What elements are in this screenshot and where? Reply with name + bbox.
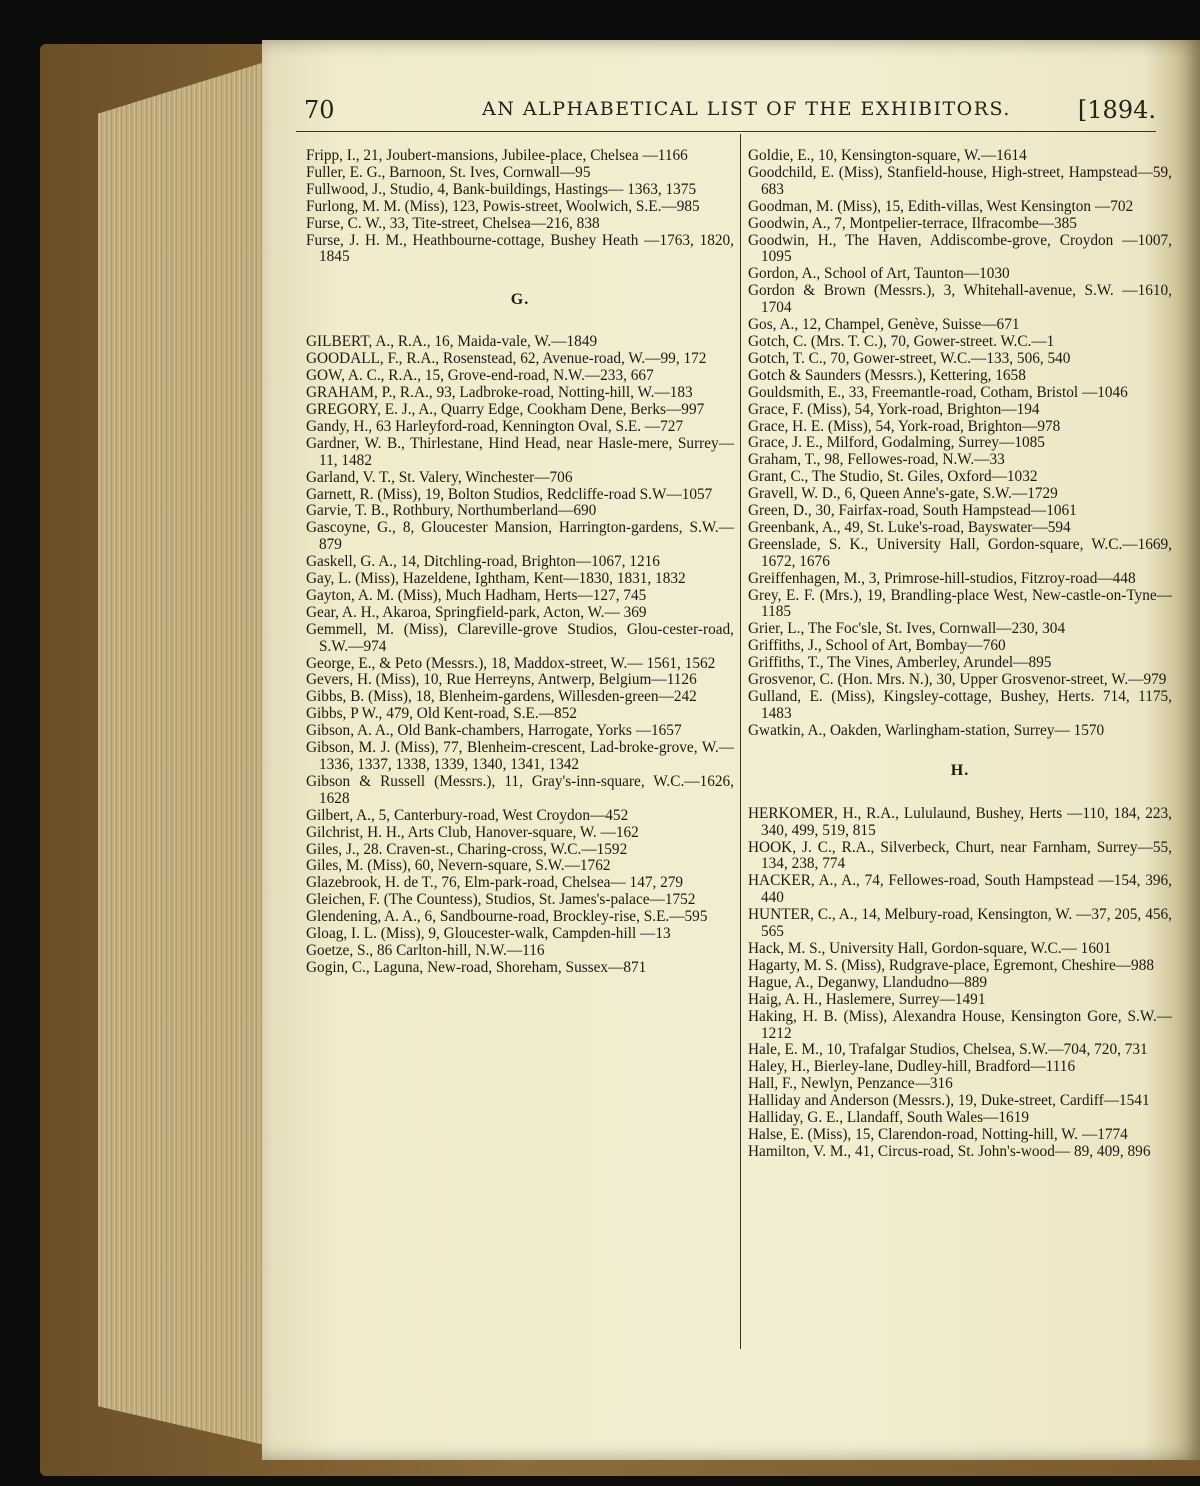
exhibitor-entry: Haig, A. H., Haslemere, Surrey—1491: [748, 990, 986, 1008]
exhibitor-entry: Gevers, H. (Miss), 10, Rue Herreyns, Antwerp, Belgium—1126: [306, 671, 697, 689]
year-marker: [1894.: [1077, 96, 1156, 124]
exhibitor-entry: Fullwood, J., Studio, 4, Bank-buildings, Hastings— 1363, 1375: [306, 180, 697, 198]
column-divider: [740, 134, 741, 1349]
exhibitor-entry: Hack, M. S., University Hall, Gordon-square, W.C.— 1601: [748, 939, 1112, 957]
exhibitor-entry: Grant, C., The Studio, St. Giles, Oxford—1032: [748, 468, 1038, 486]
section-letter-heading: G.: [510, 291, 530, 309]
exhibitor-entry: Graham, T., 98, Fellowes-road, N.W.—33: [748, 451, 1005, 469]
exhibitor-entry: Goodwin, H., The Haven, Addiscombe-grove, Croydon —1007, 1095: [748, 231, 1172, 266]
exhibitor-entry: Gos, A., 12, Champel, Genève, Suisse—671: [748, 316, 1020, 334]
section-letter-heading: H.: [950, 761, 970, 779]
exhibitor-entry: Goodman, M. (Miss), 15, Edith-villas, West Kensington —702: [748, 197, 1134, 215]
exhibitor-entry: GOODALL, F., R.A., Rosenstead, 62, Avenue-road, W.—99, 172: [306, 350, 707, 368]
exhibitor-entry: Greenslade, S. K., University Hall, Gordon-square, W.C.—1669, 1672, 1676: [748, 535, 1172, 570]
exhibitor-entry: Green, D., 30, Fairfax-road, South Hampstead—1061: [748, 502, 1077, 520]
exhibitor-entry: Gwatkin, A., Oakden, Warlingham-station, Surrey— 1570: [748, 721, 1105, 739]
exhibitor-entry: Gordon & Brown (Messrs.), 3, Whitehall-avenue, S.W. —1610, 1704: [748, 282, 1172, 317]
header-rule: [296, 131, 1156, 132]
exhibitor-entry: Furlong, M. M. (Miss), 123, Powis-street, Woolwich, S.E.—985: [306, 197, 700, 215]
exhibitor-entry: Furse, J. H. M., Heathbourne-cottage, Bushey Heath —1763, 1820, 1845: [306, 231, 734, 266]
exhibitor-entry: Halliday, G. E., Llandaff, South Wales—1619: [748, 1109, 1030, 1127]
exhibitor-entry: Gibbs, B. (Miss), 18, Blenheim-gardens, Willesden-green—242: [306, 688, 697, 706]
exhibitor-entry: Gotch, T. C., 70, Gower-street, W.C.—133, 506, 540: [748, 349, 1071, 367]
exhibitor-entry: Hague, A., Deganwy, Llandudno—889: [748, 973, 988, 991]
exhibitor-entry: Grace, H. E. (Miss), 54, York-road, Brighton—978: [748, 417, 1061, 435]
page-number: 70: [304, 96, 335, 124]
exhibitor-entry: Gemmell, M. (Miss), Clareville-grove Studios, Glou-cester-road, S.W.—974: [306, 620, 734, 655]
exhibitor-entry: Gear, A. H., Akaroa, Springfield-park, Acton, W.— 369: [306, 603, 647, 621]
exhibitor-entry: Gordon, A., School of Art, Taunton—1030: [748, 265, 1010, 283]
exhibitor-entry: GOW, A. C., R.A., 15, Grove-end-road, N.W.—233, 667: [306, 367, 654, 385]
exhibitor-entry: Giles, J., 28. Craven-st., Charing-cross, W.C.—1592: [306, 840, 628, 858]
exhibitor-entry: Grace, J. E., Milford, Godalming, Surrey—1085: [748, 434, 1045, 452]
exhibitor-entry: GILBERT, A., R.A., 16, Maida-vale, W.—1849: [306, 333, 598, 351]
exhibitor-entry: Glendening, A. A., 6, Sandbourne-road, Brockley-rise, S.E.—595: [306, 908, 708, 926]
exhibitor-entry: GRAHAM, P., R.A., 93, Ladbroke-road, Notting-hill, W.—183: [306, 384, 693, 402]
exhibitor-entry: HERKOMER, H., R.A., Lululaund, Bushey, Herts —110, 184, 223, 340, 499, 519, 815: [748, 804, 1172, 839]
exhibitor-entry: Gibson, M. J. (Miss), 77, Blenheim-crescent, Lad-broke-grove, W.—1336, 1337, 1338, 1339, 1340, 1341, 1342: [306, 739, 734, 773]
exhibitor-entry: Gibbs, P W., 479, Old Kent-road, S.E.—852: [306, 705, 577, 723]
exhibitor-entry: Greenbank, A., 49, St. Luke's-road, Bayswater—594: [748, 518, 1071, 536]
running-head: [290, 96, 1160, 126]
exhibitor-entry: Gravell, W. D., 6, Queen Anne's-gate, S.W.—1729: [748, 485, 1058, 503]
exhibitor-entry: Gouldsmith, E., 33, Freemantle-road, Cotham, Bristol —1046: [748, 383, 1128, 401]
exhibitor-entry: Hale, E. M., 10, Trafalgar Studios, Chelsea, S.W.—704, 720, 731: [748, 1041, 1148, 1059]
exhibitor-entry: Garnett, R. (Miss), 19, Bolton Studios, Redcliffe-road S.W—1057: [306, 485, 713, 503]
exhibitor-entry: Gardner, W. B., Thirlestane, Hind Head, near Hasle-mere, Surrey—11, 1482: [306, 434, 734, 469]
exhibitor-entry: HUNTER, C., A., 14, Melbury-road, Kensington, W. —37, 205, 456, 565: [748, 906, 1172, 941]
exhibitor-entry: Grier, L., The Foc'sle, St. Ives, Cornwall—230, 304: [748, 620, 1066, 638]
exhibitor-entry: Greiffenhagen, M., 3, Primrose-hill-studios, Fitzroy-road—448: [748, 569, 1136, 587]
exhibitor-entry: George, E., & Peto (Messrs.), 18, Maddox-street, W.— 1561, 1562: [306, 654, 716, 672]
exhibitor-entry: Goodchild, E. (Miss), Stanfield-house, High-street, Hampstead—59, 683: [748, 163, 1172, 198]
exhibitor-entry: Gandy, H., 63 Harleyford-road, Kennington Oval, S.E. —727: [306, 417, 684, 435]
exhibitor-entry: Gibson, A. A., Old Bank-chambers, Harrogate, Yorks —1657: [306, 722, 682, 740]
exhibitor-entry: Gaskell, G. A., 14, Ditchling-road, Brighton—1067, 1216: [306, 553, 660, 571]
exhibitor-entry: Goldie, E., 10, Kensington-square, W.—1614: [748, 147, 1027, 164]
exhibitor-entry: Grace, F. (Miss), 54, York-road, Brighton—194: [748, 400, 1040, 418]
exhibitor-entry: Gilchrist, H. H., Arts Club, Hanover-square, W. —162: [306, 823, 639, 841]
exhibitor-entry: Hamilton, V. M., 41, Circus-road, St. John's-wood— 89, 409, 896: [748, 1142, 1151, 1160]
exhibitor-entry: Grosvenor, C. (Hon. Mrs. N.), 30, Upper Grosvenor-street, W.—979: [748, 671, 1167, 689]
exhibitor-entry: Goetze, S., 86 Carlton-hill, N.W.—116: [306, 941, 545, 959]
exhibitor-entry: Garvie, T. B., Rothbury, Northumberland—690: [306, 502, 597, 520]
exhibitor-entry: Fripp, I., 21, Joubert-mansions, Jubilee-place, Chelsea —1166: [306, 147, 688, 164]
exhibitor-entry: Goodwin, A., 7, Montpelier-terrace, Ilfracombe—385: [748, 214, 1077, 232]
exhibitor-entry: Griffiths, J., School of Art, Bombay—760: [748, 637, 1006, 655]
exhibitor-entry: GREGORY, E. J., A., Quarry Edge, Cookham Dene, Berks—997: [306, 400, 705, 418]
exhibitor-entry: Halliday and Anderson (Messrs.), 19, Duke-street, Cardiff—1541: [748, 1092, 1150, 1110]
right-column: [748, 148, 1172, 1161]
exhibitor-entry: Gloag, I. L. (Miss), 9, Gloucester-walk, Campden-hill —13: [306, 925, 671, 943]
exhibitor-entry: Haley, H., Bierley-lane, Dudley-hill, Bradford—1116: [748, 1058, 1076, 1076]
exhibitor-entry: Furse, C. W., 33, Tite-street, Chelsea—216, 838: [306, 214, 600, 232]
exhibitor-entry: Gogin, C., Laguna, New-road, Shoreham, Sussex—871: [306, 958, 647, 976]
exhibitor-entry: Gascoyne, G., 8, Gloucester Mansion, Harrington-gardens, S.W.—879: [306, 519, 734, 554]
page-title: AN ALPHABETICAL LIST OF THE EXHIBITORS.: [482, 98, 1011, 120]
exhibitor-entry: Gotch & Saunders (Messrs.), Kettering, 1658: [748, 366, 1026, 384]
exhibitor-entry: Giles, M. (Miss), 60, Nevern-square, S.W.—1762: [306, 857, 611, 875]
exhibitor-entry: Gotch, C. (Mrs. T. C.), 70, Gower-street. W.C.—1: [748, 332, 1055, 350]
exhibitor-entry: Garland, V. T., St. Valery, Winchester—706: [306, 468, 573, 486]
exhibitor-entry: Gilbert, A., 5, Canterbury-road, West Croydon—452: [306, 806, 629, 824]
exhibitor-entry: Hagarty, M. S. (Miss), Rudgrave-place, Egremont, Cheshire—988: [748, 956, 1154, 974]
exhibitor-entry: HACKER, A., A., 74, Fellowes-road, South Hampstead —154, 396, 440: [748, 872, 1172, 907]
exhibitor-entry: Griffiths, T., The Vines, Amberley, Arundel—895: [748, 654, 1052, 672]
exhibitor-entry: Gayton, A. M. (Miss), Much Hadham, Herts—127, 745: [306, 586, 647, 604]
exhibitor-entry: Glazebrook, H. de T., 76, Elm-park-road, Chelsea— 147, 279: [306, 874, 684, 892]
exhibitor-entry: Halse, E. (Miss), 15, Clarendon-road, Notting-hill, W. —1774: [748, 1125, 1128, 1143]
exhibitor-entry: Grey, E. F. (Mrs.), 19, Brandling-place West, New-castle-on-Tyne—1185: [748, 586, 1172, 621]
exhibitor-entry: Gibson & Russell (Messrs.), 11, Gray's-inn-square, W.C.—1626, 1628: [306, 772, 734, 807]
exhibitor-entry: HOOK, J. C., R.A., Silverbeck, Churt, near Farnham, Surrey—55, 134, 238, 774: [748, 838, 1172, 873]
exhibitor-entry: Gleichen, F. (The Countess), Studios, St. James's-palace—1752: [306, 891, 696, 909]
left-column: [306, 148, 734, 977]
exhibitor-entry: Fuller, E. G., Barnoon, St. Ives, Cornwall—95: [306, 163, 591, 181]
exhibitor-entry: Hall, F., Newlyn, Penzance—316: [748, 1075, 953, 1093]
exhibitor-entry: Gulland, E. (Miss), Kingsley-cottage, Bushey, Herts. 714, 1175, 1483: [748, 688, 1172, 722]
exhibitor-entry: Haking, H. B. (Miss), Alexandra House, Kensington Gore, S.W.—1212: [748, 1007, 1172, 1042]
exhibitor-entry: Gay, L. (Miss), Hazeldene, Ightham, Kent—1830, 1831, 1832: [306, 570, 686, 588]
page-edges: [98, 58, 278, 1448]
